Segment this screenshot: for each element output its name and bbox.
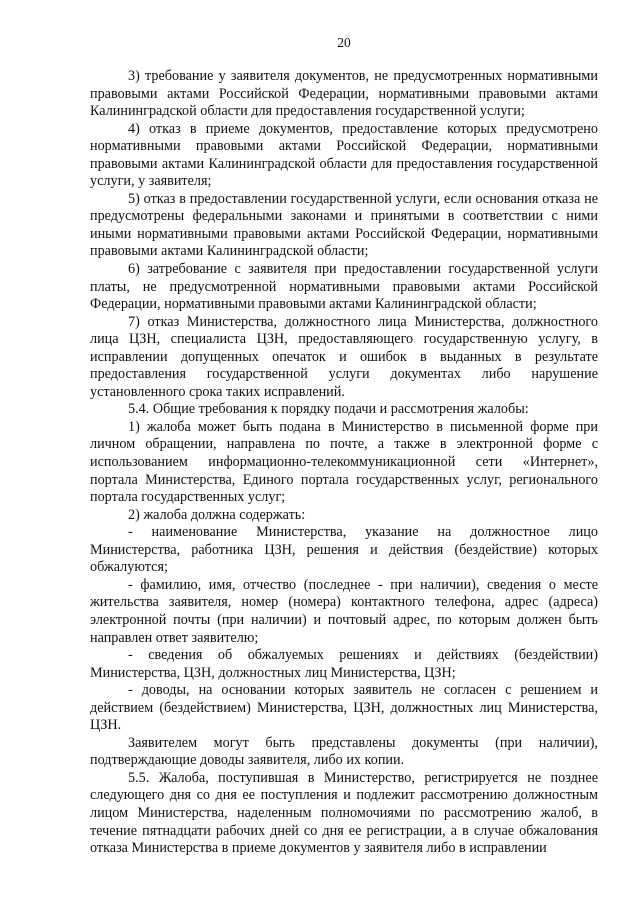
list-item-appealed-decisions: - сведения об обжалуемых решениях и действиях (бездействии) Министерства, ЦЗН, должностных лиц Министерства, ЦЗН;	[90, 647, 598, 681]
list-item-applicant-details: - фамилию, имя, отчество (последнее - при наличии), сведения о месте жительства заявителя, номер (номера) контактного телефона, адрес (адреса) электронной почты (при наличии) и почтовый адрес, по которым должен быть направлен ответ заявителю;	[90, 576, 598, 646]
paragraph-item-5: 5) отказ в предоставлении государственной услуги, если основания отказа не предусмотрены федеральными законами и принятыми в соответствии с ними иными нормативными правовыми актами Российской Федерации, нормативными правовыми актами Калининградской области;	[90, 190, 598, 260]
paragraph-complaint-submission: 1) жалоба может быть подана в Министерство в письменной форме при личном обращении, направлена по почте, а также в электронной форме с использованием информационно-телекоммуникационной сети «Интернет», портала Министерства, Единого портала государственных услуг, регионального портала государственных услуг;	[90, 418, 598, 506]
paragraph-item-3: 3) требование у заявителя документов, не предусмотренных нормативными правовыми актами Российской Федерации, нормативными правовыми актами Калининградской области для предоставления государственной услуги;	[90, 68, 598, 120]
section-heading-5-4: 5.4. Общие требования к порядку подачи и рассмотрения жалобы:	[128, 401, 529, 418]
section-paragraph-5-5: 5.5. Жалоба, поступившая в Министерство, регистрируется не позднее следующего дня со дня ее поступления и подлежит рассмотрению должностным лицом Министерства, наделенным полномочиями по рассмотрению жалоб, в течение пятнадцати рабочих дней со дня ее регистрации, а в случае обжалования отказа Министерства в приеме документов у заявителя либо в исправлении	[90, 769, 598, 857]
paragraph-complaint-contents: 2) жалоба должна содержать:	[128, 506, 306, 523]
list-item-arguments: - доводы, на основании которых заявитель не согласен с решением и действием (бездействием) Министерства, ЦЗН, должностных лиц Министерства, ЦЗН.	[90, 682, 598, 734]
paragraph-item-6: 6) затребование с заявителя при предоставлении государственной услуги платы, не предусмотренной нормативными правовыми актами Российской Федерации, нормативными правовыми актами Калининградской области;	[90, 261, 598, 313]
document-body	[90, 68, 598, 858]
paragraph-item-7: 7) отказ Министерства, должностного лица Министерства, должностного лица ЦЗН, специалиста ЦЗН, предоставляющего государственную услугу, в исправлении допущенных опечаток и ошибок в выданных в результате предоставления государственной услуги документах либо нарушение установленного срока таких исправлений.	[90, 313, 598, 400]
page-number: 20	[337, 35, 351, 50]
paragraph-item-4: 4) отказ в приеме документов, предоставление которых предусмотрено нормативными правовыми актами Российской Федерации, нормативными правовыми актами Калининградской области для предоставления государственной услуги, у заявителя;	[90, 120, 598, 190]
paragraph-supporting-documents: Заявителем могут быть представлены документы (при наличии), подтверждающие доводы заявителя, либо их копии.	[90, 734, 598, 769]
list-item-ministry-name: - наименование Министерства, указание на должностное лицо Министерства, работника ЦЗН, решения и действия (бездействие) которых обжалуются;	[90, 524, 598, 576]
